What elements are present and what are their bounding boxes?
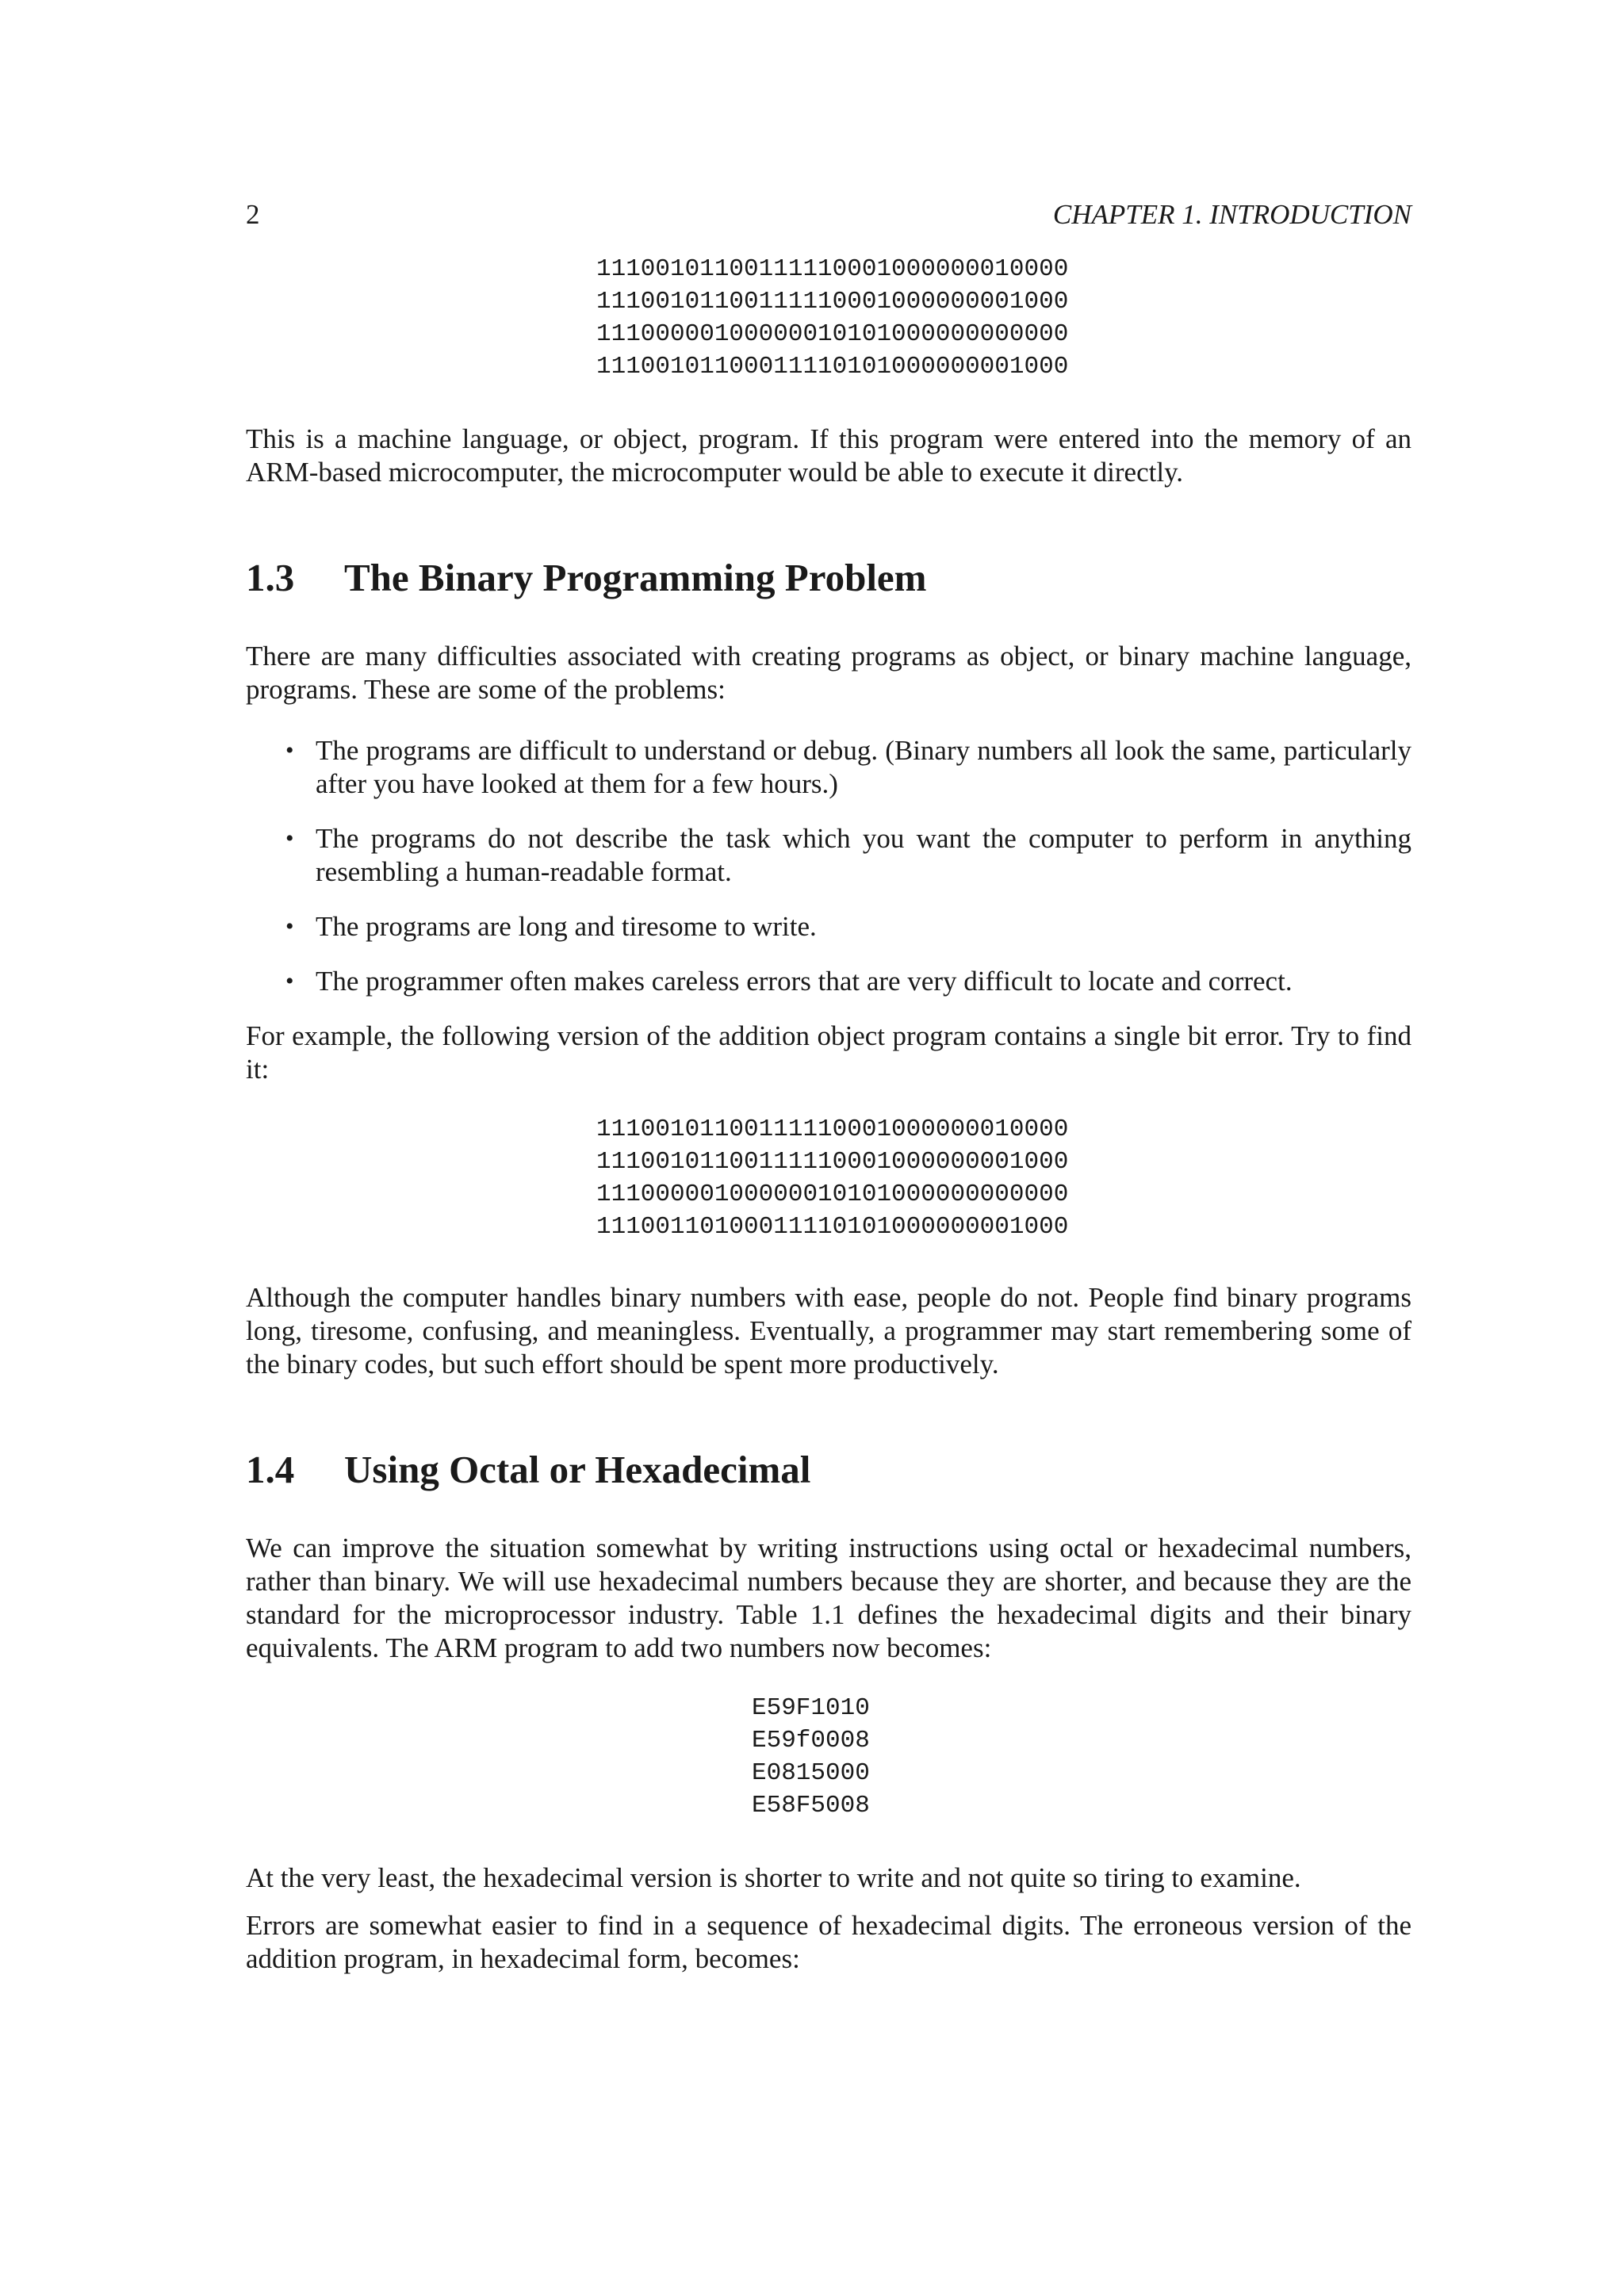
code-line: E59f0008	[752, 1727, 870, 1755]
section-number: 1.4	[246, 1448, 295, 1491]
paragraph-binary-intro: There are many difficulties associated with creating programs as object, or binary machine language, programs. These are some of the problems:	[246, 641, 1411, 705]
running-header	[246, 198, 1411, 232]
section-heading-1-3	[246, 556, 1411, 600]
list-item: • The programs do not describe the task which you want the computer to perform in anything resembling a human-readable format.	[285, 823, 1411, 887]
list-item: • The programmer often makes careless errors that are very difficult to locate and correct.	[285, 966, 1293, 997]
section-title: The Binary Programming Problem	[344, 556, 927, 599]
section-heading-1-4	[246, 1448, 1411, 1492]
code-line: E58F5008	[752, 1792, 870, 1820]
erroneous-program-listing	[596, 1113, 1411, 1243]
section-title: Using Octal or Hexadecimal	[344, 1448, 811, 1491]
list-item: • The programs are difficult to understand or debug. (Binary numbers all look the same, particularly after you have looked at them for a few hours.)	[285, 735, 1411, 799]
section-number: 1.3	[246, 556, 295, 599]
bullet-icon: •	[285, 968, 294, 994]
code-line: 11100101100111110001000000001000	[596, 1148, 1069, 1176]
hex-program-listing	[752, 1692, 1411, 1822]
code-line: 11100110100011110101000000001000	[596, 1213, 1069, 1241]
code-line: 11100000100000010101000000000000	[596, 320, 1069, 348]
code-line: 11100101100111110001000000010000	[596, 1115, 1069, 1143]
problem-list	[246, 734, 1411, 998]
page-number: 2	[246, 199, 260, 230]
object-program-listing	[596, 253, 1411, 383]
code-line: E59F1010	[752, 1694, 870, 1722]
paragraph-example-intro: For example, the following version of the addition object program contains a single bit error. Try to find it:	[246, 1020, 1411, 1085]
list-item: • The programs are long and tiresome to write.	[285, 911, 817, 942]
paragraph-hex-intro: We can improve the situation somewhat by writing instructions using octal or hexadecimal numbers, rather than binary. We will use hexadecimal numbers because they are shorter, and because they are the standard for the microprocessor industry. Table 1.1 defines the hexadecimal digits and their binary equivalents. The ARM program to add two numbers now becomes:	[246, 1533, 1411, 1663]
paragraph-machine-language: This is a machine language, or object, program. If this program were entered into the memory of an ARM-based microcomputer, the microcomputer would be able to execute it directly.	[246, 423, 1411, 488]
paragraph-hex-shorter: At the very least, the hexadecimal version is shorter to write and not quite so tiring to examine.	[246, 1862, 1301, 1893]
code-line: E0815000	[752, 1759, 870, 1787]
code-line: 11100000100000010101000000000000	[596, 1181, 1069, 1208]
bullet-icon: •	[285, 825, 294, 851]
code-line: 11100101100111110001000000010000	[596, 255, 1069, 283]
paragraph-hex-errors: Errors are somewhat easier to find in a sequence of hexadecimal digits. The erroneous version of the addition program, in hexadecimal form, becomes:	[246, 1910, 1411, 1974]
document-page	[246, 198, 1411, 1976]
paragraph-binary-conclusion: Although the computer handles binary numbers with ease, people do not. People find binary programs long, tiresome, confusing, and meaningless. Eventually, a programmer may start remembering some of the binary codes, but such effort should be spent more productively.	[246, 1282, 1411, 1380]
chapter-title: CHAPTER 1. INTRODUCTION	[1052, 199, 1411, 230]
bullet-icon: •	[285, 913, 294, 939]
code-line: 11100101100111110001000000001000	[596, 288, 1069, 316]
bullet-icon: •	[285, 737, 294, 763]
code-line: 11100101100011110101000000001000	[596, 353, 1069, 381]
